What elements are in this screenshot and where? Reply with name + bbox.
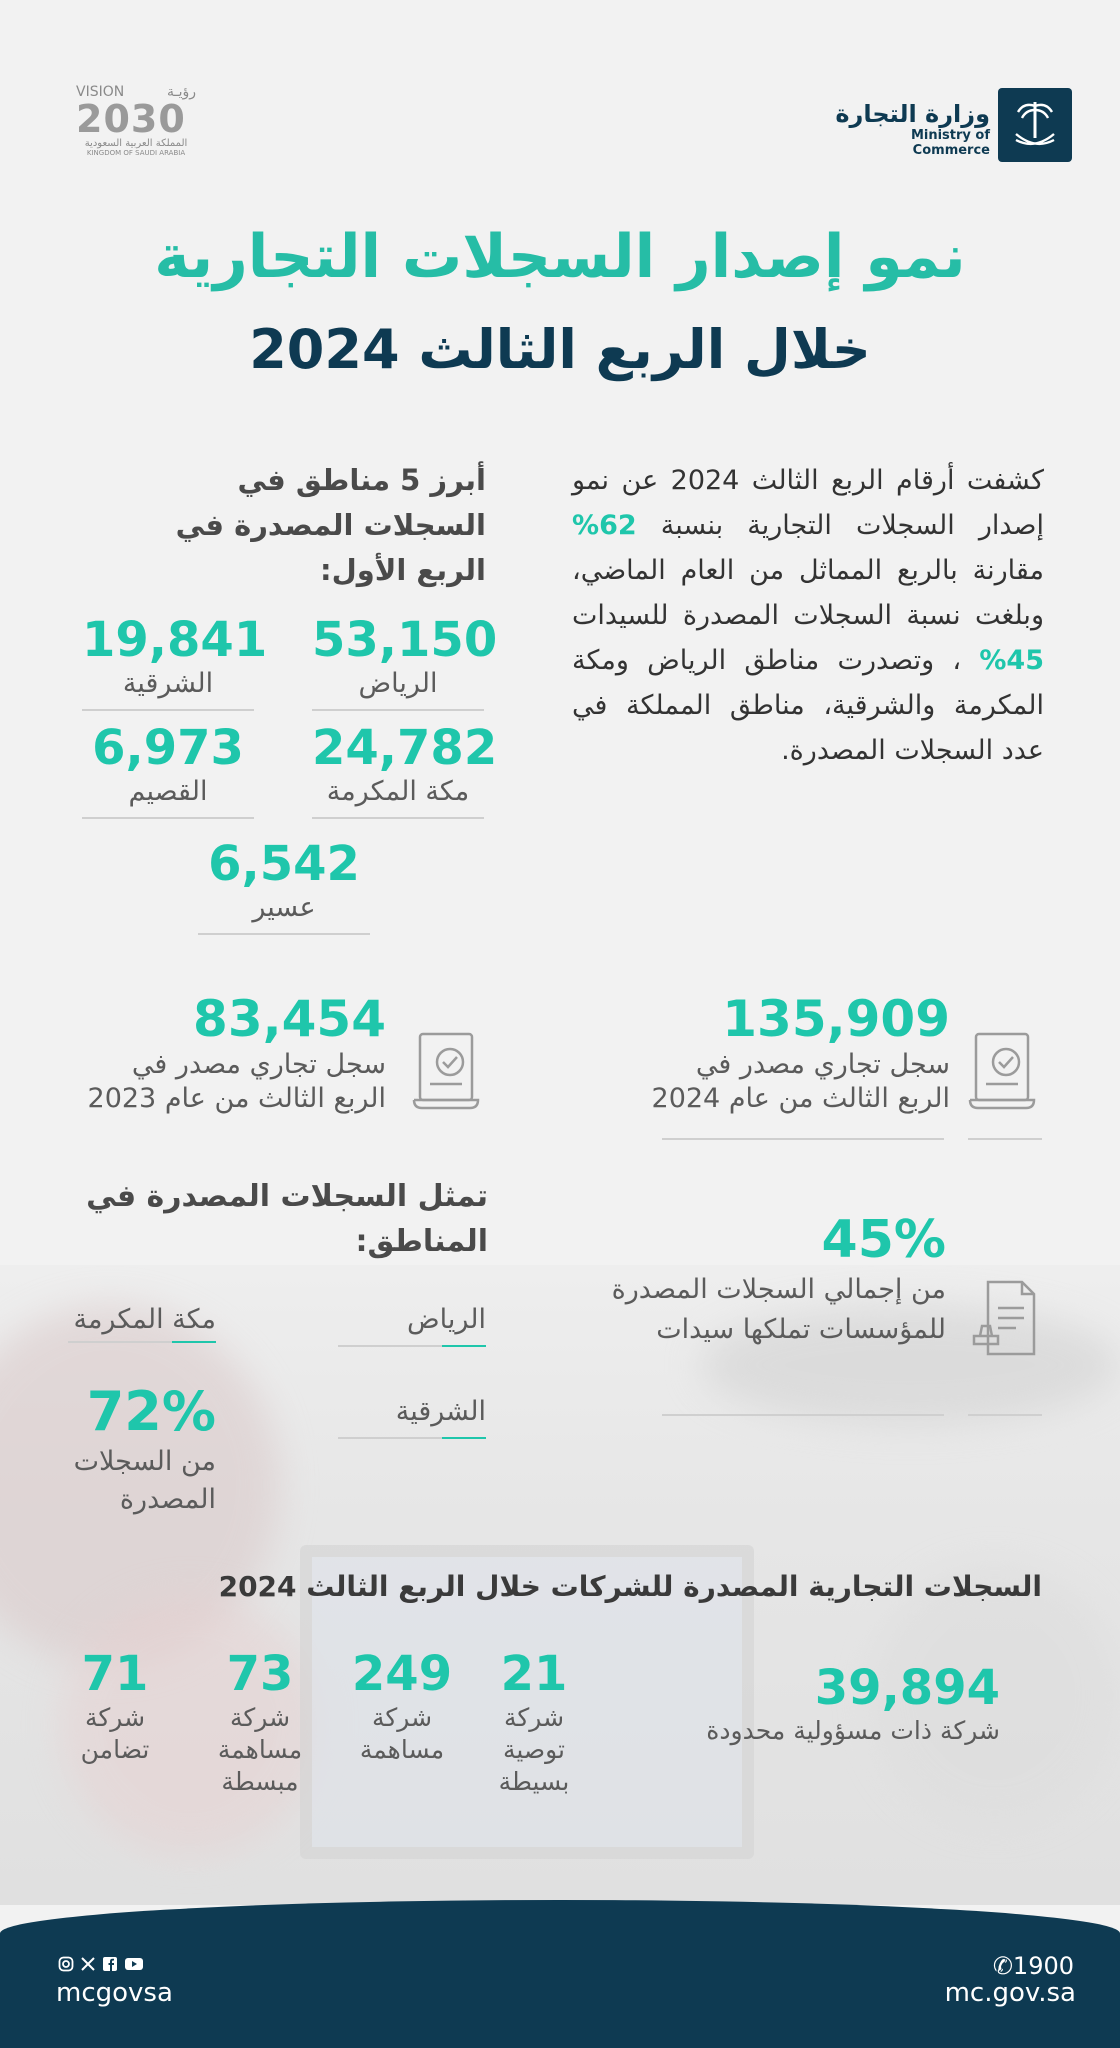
top-regions-heading: أبرز 5 مناطق في السجلات المصدرة في الربع الأول:	[175, 463, 486, 587]
website-link[interactable]: mc.gov.sa	[944, 1978, 1076, 2008]
vision-2030-logo	[76, 84, 196, 157]
facebook-icon[interactable]	[102, 1956, 118, 1972]
ministry-name-en: Ministry of Commerce	[910, 128, 990, 158]
instagram-icon[interactable]	[58, 1956, 74, 1972]
regions-share-heading: تمثل السجلات المصدرة في المناطق:	[86, 1179, 488, 1259]
company-stat	[476, 1646, 592, 1798]
stat-line1: سجل تجاري مصدر في	[695, 1049, 950, 1080]
vision-latin: VISION	[76, 84, 125, 100]
intro-paragraph	[572, 458, 1044, 773]
certificate-icon	[410, 1030, 482, 1112]
company-label: شركة مساهمة مبسطة	[217, 1703, 303, 1796]
region-label: الرياض	[358, 668, 438, 699]
company-label: شركة ذات مسؤولية محدودة	[706, 1716, 1000, 1745]
company-stat	[198, 1646, 322, 1798]
company-label: شركة مساهمة	[359, 1703, 445, 1764]
document-stamp-icon	[968, 1278, 1040, 1358]
footer	[0, 1900, 1120, 2048]
stat-line2: الربع الثالث من عام 2023	[87, 1083, 386, 1114]
region-stat	[82, 612, 268, 711]
share-total	[60, 1380, 216, 1519]
page-title: نمو إصدار السجلات التجارية	[154, 222, 966, 292]
region-value: 53,150	[312, 612, 498, 668]
stat-women	[560, 1210, 946, 1350]
region-value: 6,973	[92, 720, 244, 776]
region-stat	[312, 720, 498, 819]
social-handle[interactable]: mcgovsa	[56, 1978, 173, 2008]
company-value: 71	[81, 1646, 149, 1702]
palm-swords-icon	[998, 88, 1072, 162]
intro-text-c: ، وتصدرت مناطق الرياض ومكة المكرمة والشرقية، مناطق المملكة في عدد السجلات المصدرة.	[572, 645, 1044, 766]
stat-line2: الربع الثالث من عام 2024	[651, 1083, 950, 1114]
certificate-icon	[966, 1030, 1038, 1112]
intro-text-b: مقارنة بالربع المماثل من العام الماضي، وبلغت نسبة السجلات المصدرة للسيدات	[572, 555, 1044, 631]
stat-line1: سجل تجاري مصدر في	[131, 1049, 386, 1080]
company-value: 39,894	[814, 1660, 1000, 1716]
share-region-item	[68, 1304, 216, 1343]
youtube-icon[interactable]	[124, 1956, 144, 1972]
region-value: 6,542	[208, 836, 360, 892]
company-label: شركة تضامن	[80, 1703, 150, 1764]
ministry-name-ar: وزارة التجارة	[835, 100, 990, 128]
share-region-label: الرياض	[406, 1304, 486, 1335]
social-icons	[58, 1956, 144, 1972]
vision-kingdom-en: KINGDOM OF SAUDI ARABIA	[86, 149, 186, 157]
page-subtitle: خلال الربع الثالث 2024	[249, 318, 871, 381]
company-stat	[60, 1646, 170, 1766]
stat-line2: للمؤسسات تملكها سيدات	[656, 1314, 946, 1345]
company-value: 249	[351, 1646, 453, 1702]
region-label: عسير	[252, 892, 316, 923]
ministry-logo	[998, 88, 1072, 162]
stat-value: 83,454	[193, 990, 386, 1048]
company-stat	[680, 1660, 1000, 1745]
company-value: 73	[226, 1646, 294, 1702]
region-label: مكة المكرمة	[326, 776, 470, 807]
phone-value: 1900	[1012, 1952, 1074, 1980]
stat-line1: من إجمالي السجلات المصدرة	[611, 1274, 946, 1305]
region-value: 19,841	[82, 612, 268, 668]
stat-value: 135,909	[722, 990, 950, 1048]
region-label: الشرقية	[122, 668, 214, 699]
share-region-label: مكة المكرمة	[73, 1304, 216, 1335]
vision-ar: رؤيـة	[166, 84, 196, 100]
company-label: شركة توصية بسيطة	[498, 1703, 570, 1796]
share-region-item	[338, 1304, 486, 1347]
share-line1: من السجلات	[73, 1446, 216, 1477]
region-value: 24,782	[312, 720, 498, 776]
region-stat	[198, 836, 370, 935]
companies-heading: السجلات التجارية المصدرة للشركات خلال الربع الثالث 2024	[218, 1570, 1042, 1603]
x-icon[interactable]	[80, 1956, 96, 1972]
region-stat	[312, 612, 498, 711]
intro-women-pct: 45%	[979, 645, 1044, 676]
stat-value: 45%	[821, 1210, 946, 1270]
company-value: 21	[500, 1646, 568, 1702]
vision-year: 2030	[76, 97, 186, 141]
region-stat	[82, 720, 254, 819]
stat-q3-2024	[640, 990, 950, 1116]
share-value: 72%	[86, 1380, 216, 1443]
intro-text-a: كشفت أرقام الربع الثالث 2024 عن نمو إصدار السجلات التجارية بنسبة	[572, 465, 1044, 541]
company-stat	[340, 1646, 464, 1766]
phone-number[interactable]	[980, 1952, 1074, 1980]
phone-icon: ✆	[992, 1952, 1013, 1980]
share-region-item	[338, 1396, 486, 1439]
share-region-label: الشرقية	[395, 1396, 486, 1427]
share-line2: المصدرة	[119, 1484, 216, 1515]
stat-q3-2023	[80, 990, 386, 1116]
region-label: القصيم	[128, 776, 208, 807]
intro-growth-pct: 62%	[572, 510, 637, 541]
vision-kingdom-ar: المملكة العربية السعودية	[84, 138, 188, 149]
